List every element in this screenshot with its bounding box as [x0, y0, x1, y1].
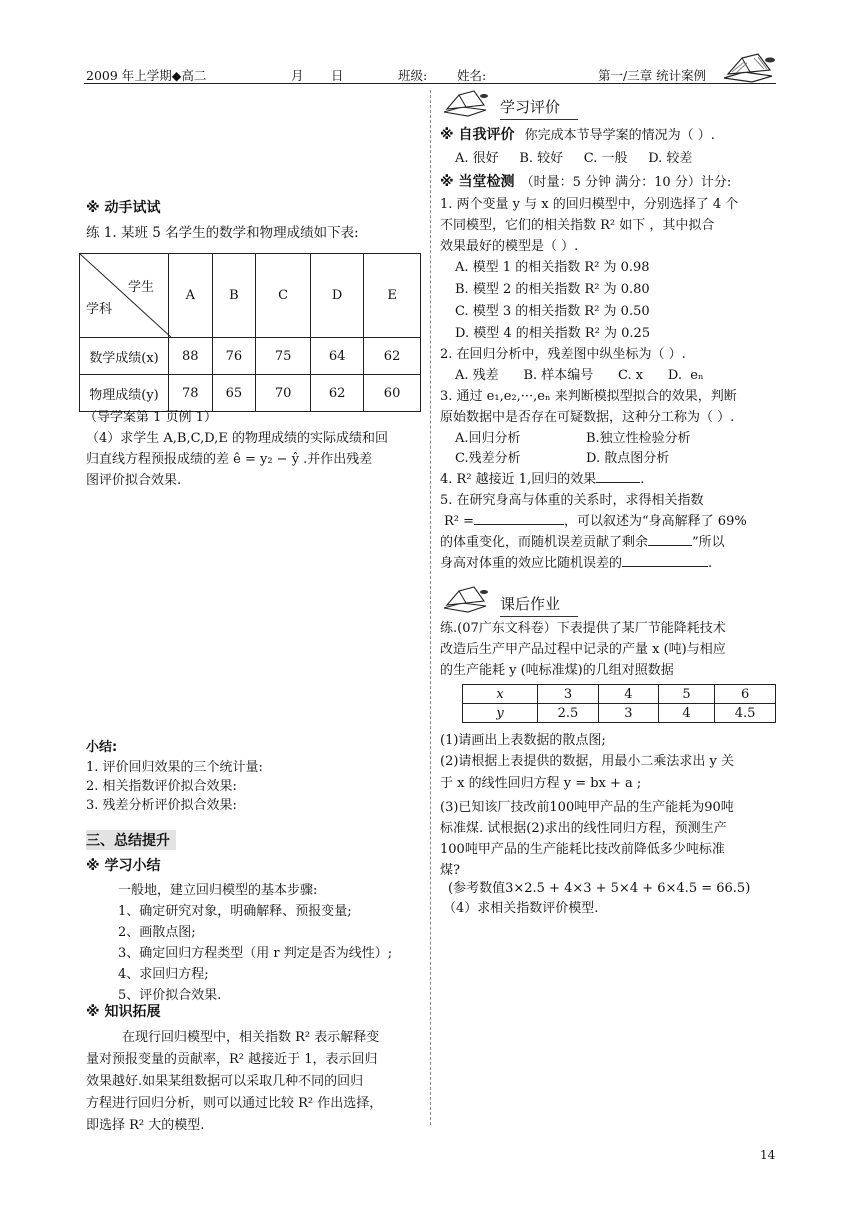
table-row: [80, 338, 421, 375]
table-cell: 70: [256, 375, 311, 412]
q5-line-3: [440, 531, 725, 550]
q4-line: 4. R² 越接近 1,回归的效果 .: [440, 468, 644, 487]
hw-header-text: 课后作业: [500, 595, 561, 613]
hw-q3: 煤?: [440, 863, 460, 878]
table-cell: 3: [538, 685, 599, 704]
page-number: 14: [760, 1148, 776, 1162]
table-cell: 88: [169, 338, 213, 375]
table-cell: 4.5: [715, 704, 776, 723]
table-cell: 4: [658, 704, 714, 723]
hw-q3: 标准煤. 试根据(2)求出的线性同归方程，预测生产: [440, 821, 727, 836]
hw-q2: 于 x 的线性回归方程 y = bx + a ;: [440, 776, 642, 791]
q4-line-3: 图评价拟合效果.: [86, 473, 182, 488]
q5-blank-1: [474, 511, 564, 525]
book-icon: [720, 50, 776, 84]
table-note: （导学案第 1 页例 1）: [84, 410, 217, 425]
student-header: C: [256, 254, 311, 338]
self-eval-title: ※ 自我评价: [440, 127, 515, 143]
summary-item: 2. 相关指数评价拟合效果:: [86, 779, 237, 794]
q5-blank-2: [648, 532, 692, 546]
header-class-label: 班级:: [398, 68, 428, 83]
exercise-intro: 练 1. 某班 5 名学生的数学和物理成绩如下表:: [86, 225, 359, 241]
study-line: 5、评价拟合效果.: [118, 988, 222, 1003]
table-corner-cell: [80, 254, 169, 338]
hw-q4: （4）求相关指数评价模型.: [443, 901, 599, 916]
q5-line-2: [444, 510, 747, 529]
book-icon: [440, 584, 490, 614]
q5-r2: R² =: [444, 514, 475, 529]
table-row: [463, 704, 776, 723]
ext-line: 在现行回归模型中，相关指数 R² 表示解释变: [122, 1030, 380, 1045]
q5-line-1: 5. 在研究身高与体重的关系时，求得相关指数: [440, 493, 704, 508]
header-chapter: 第一/三章 统计案例: [598, 68, 707, 83]
q3-option: B.独立性检验分析: [586, 431, 691, 446]
q5-text: ”所以: [692, 535, 725, 550]
eval-header-text: 学习评价: [500, 98, 561, 116]
row-label-physics: 物理成绩(y): [80, 375, 169, 412]
hw-ref: (参考数值3×2.5 + 4×3 + 5×4 + 6×4.5 = 66.5): [448, 881, 751, 896]
try-title: ※ 动手试试: [86, 200, 161, 216]
self-eval-options: A. 很好 B. 较好 C. 一般 D. 较差: [455, 151, 693, 166]
study-line: 4、求回归方程;: [118, 967, 209, 982]
ext-line: 量对预报变量的贡献率，R² 越接近于 1，表示回归: [86, 1052, 378, 1067]
q3-line: 3. 通过 e₁,e₂,···,eₙ 来判断模拟型拟合的效果，判断: [440, 389, 737, 404]
table-cell: 60: [364, 375, 421, 412]
hw-q1: (1)请画出上表数据的散点图;: [440, 733, 606, 748]
study-title: ※ 学习小结: [86, 858, 161, 874]
header-day: 日: [331, 68, 344, 83]
q1-option: D. 模型 4 的相关指数 R² 为 0.25: [455, 326, 651, 341]
table-cell: 78: [169, 375, 213, 412]
q3-line: 原始数据中是否存在可疑数据，这种分工称为（ ）.: [440, 410, 735, 425]
column-divider: [430, 90, 431, 1125]
header-name-label: 姓名:: [457, 68, 487, 83]
q3-option: C.残差分析: [455, 451, 521, 466]
table-cell: 2.5: [538, 704, 599, 723]
q5-blank-3: [622, 553, 708, 567]
score-table: [79, 253, 421, 412]
q3-option: A.回归分析: [455, 431, 521, 446]
student-header: A: [169, 254, 213, 338]
table-cell: 6: [715, 685, 776, 704]
hw-x-label: x: [463, 685, 538, 704]
q4-line-2: 归直线方程预报成绩的差 ê = y₂ − ŷ .并作出残差: [86, 452, 373, 467]
row-label-math: 数学成绩(x): [80, 338, 169, 375]
student-header: B: [212, 254, 256, 338]
hw-q2: (2)请根据上表提供的数据，用最小二乘法求出 y 关: [440, 754, 735, 769]
hw-line: 练.(07广东文科卷）下表提供了某厂节能降耗技术: [440, 621, 726, 636]
study-line: 一般地，建立回归模型的基本步骤:: [118, 883, 318, 898]
table-cell: 64: [311, 338, 364, 375]
test-title: ※ 当堂检测: [440, 174, 515, 190]
ext-line: 效果越好.如果某组数据可以采取几种不同的回归: [86, 1074, 364, 1089]
header-term: 2009 年上学期◆高二: [86, 68, 207, 83]
table-cell: 75: [256, 338, 311, 375]
test-line: [440, 171, 731, 191]
q4-blank: [596, 469, 640, 483]
hw-y-label: y: [463, 704, 538, 723]
part3-title: 三、总结提升: [86, 830, 176, 850]
study-line: 2、画散点图;: [118, 925, 196, 940]
corner-subject: 学科: [86, 302, 113, 317]
q1-line: 1. 两个变量 y 与 x 的回归模型中，分别选择了 4 个: [440, 197, 739, 212]
hw-line: 改造后生产甲产品过程中记录的产量 x (吨)与相应: [440, 642, 726, 657]
test-info: （时量：5 分钟 满分：10 分）计分:: [520, 175, 732, 190]
hw-header: [500, 593, 578, 614]
q2-options: A. 残差 B. 样本编号 C. x D. eₙ: [455, 368, 704, 383]
book-icon: [440, 88, 490, 118]
self-eval: [440, 124, 715, 144]
q5-line-4: 身高对体重的效应比随机误差的 .: [440, 552, 712, 571]
summary-title: 小结:: [86, 740, 118, 755]
q1-option: C. 模型 3 的相关指数 R² 为 0.50: [455, 304, 650, 319]
q5-text: ，可以叙述为“身高解释了 69%: [564, 514, 747, 529]
diagonal-line: [80, 254, 172, 338]
student-header: D: [311, 254, 364, 338]
study-line: 3、确定回归方程类型（用 r 判定是否为线性）;: [118, 946, 393, 961]
q1-option: B. 模型 2 的相关指数 R² 为 0.80: [455, 282, 650, 297]
q4-line-1: （4）求学生 A,B,C,D,E 的物理成绩的实际成绩和回: [86, 431, 388, 446]
table-cell: 65: [212, 375, 256, 412]
table-cell: 5: [658, 685, 714, 704]
q1-line: 效果最好的模型是（ ）.: [440, 239, 579, 254]
q5-text: 的体重变化，而随机误差贡献了剩余: [440, 535, 649, 550]
ext-line: 即选择 R² 大的模型.: [86, 1118, 205, 1133]
q5-text: 身高对体重的效应比随机误差的: [440, 556, 623, 571]
table-cell: 3: [598, 704, 658, 723]
eval-header: [500, 96, 578, 117]
header-rule: [84, 83, 776, 84]
table-cell: 76: [212, 338, 256, 375]
summary-item: 1. 评价回归效果的三个统计量:: [86, 760, 263, 775]
hw-table: [462, 684, 776, 723]
hw-q3: 100吨甲产品的生产能耗比技改前降低多少吨标准: [440, 842, 725, 857]
q2-line: 2. 在回归分析中，残差图中纵坐标为（ ）.: [440, 347, 686, 362]
corner-student: 学生: [127, 280, 154, 295]
q1-option: A. 模型 1 的相关指数 R² 为 0.98: [455, 260, 650, 275]
summary-item: 3. 残差分析评价拟合效果:: [86, 798, 237, 813]
table-cell: 4: [598, 685, 658, 704]
q1-line: 不同模型，它们的相关指数 R² 如下 ，其中拟合: [440, 218, 715, 233]
study-line: 1、确定研究对象，明确解释、预报变量;: [118, 904, 352, 919]
header-month: 月: [291, 68, 304, 83]
table-cell: 62: [311, 375, 364, 412]
table-cell: 62: [364, 338, 421, 375]
ext-line: 方程进行回归分析，则可以通过比较 R² 作出选择，: [86, 1096, 383, 1111]
hw-q3: (3)已知该厂技改前100吨甲产品的生产能耗为90吨: [440, 800, 734, 815]
table-row: [463, 685, 776, 704]
hw-line: 的生产能耗 y (吨标准煤)的几组对照数据: [440, 663, 674, 678]
student-header: E: [364, 254, 421, 338]
eval-header-underline: [500, 119, 578, 120]
self-eval-text: 你完成本节导学案的情况为（ ）.: [524, 128, 715, 143]
ext-title: ※ 知识拓展: [86, 1004, 161, 1020]
q4-text: 4. R² 越接近 1,回归的效果: [440, 472, 597, 487]
q3-option: D. 散点图分析: [586, 451, 670, 466]
